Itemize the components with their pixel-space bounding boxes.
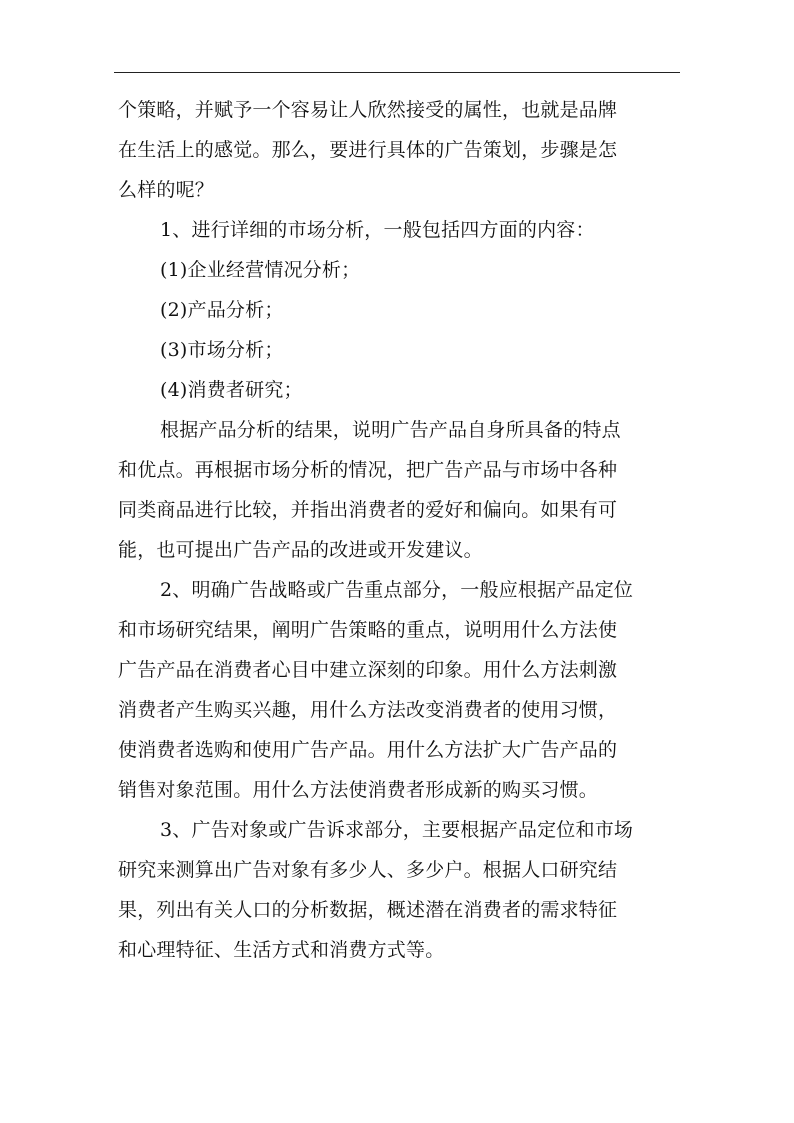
text-line: 个策略，并赋予一个容易让人欣然接受的属性，也就是品牌 <box>118 99 618 121</box>
text-line: 能，也可提出广告产品的改进或开发建议。 <box>118 539 483 561</box>
text-line: 使消费者选购和使用广告产品。用什么方法扩大广告产品的 <box>118 739 618 761</box>
text-line: 和市场研究结果，阐明广告策略的重点，说明用什么方法使 <box>118 619 618 641</box>
text-line: 销售对象范围。用什么方法使消费者形成新的购买习惯。 <box>118 779 599 801</box>
text-line: 在生活上的感觉。那么，要进行具体的广告策划，步骤是怎 <box>118 139 618 161</box>
section-heading-2: 2、明确广告战略或广告重点部分，一般应根据产品定位 <box>160 579 634 601</box>
list-item: (4)消费者研究； <box>160 379 303 401</box>
list-item: (3)市场分析； <box>160 339 284 361</box>
text-line: 消费者产生购买兴趣，用什么方法改变消费者的使用习惯， <box>118 699 618 721</box>
section-heading-1: 1、进行详细的市场分析，一般包括四方面的内容： <box>160 219 595 241</box>
text-line: 同类商品进行比较，并指出消费者的爱好和偏向。如果有可 <box>118 499 618 521</box>
paragraph-start: 根据产品分析的结果，说明广告产品自身所具备的特点 <box>160 419 621 441</box>
section-heading-3: 3、广告对象或广告诉求部分，主要根据产品定位和市场 <box>160 819 634 841</box>
text-line: 果，列出有关人口的分析数据，概述潜在消费者的需求特征 <box>118 899 618 921</box>
list-item: (1)企业经营情况分析； <box>160 259 361 281</box>
list-item: (2)产品分析； <box>160 299 284 321</box>
text-line: 研究来测算出广告对象有多少人、多少户。根据人口研究结 <box>118 859 618 881</box>
text-line: 和优点。再根据市场分析的情况，把广告产品与市场中各种 <box>118 459 618 481</box>
header-rule <box>114 72 680 73</box>
document-body <box>118 90 678 970</box>
text-line: 么样的呢？ <box>118 179 215 201</box>
text-line: 和心理特征、生活方式和消费方式等。 <box>118 939 445 961</box>
text-line: 广告产品在消费者心目中建立深刻的印象。用什么方法刺激 <box>118 659 618 681</box>
